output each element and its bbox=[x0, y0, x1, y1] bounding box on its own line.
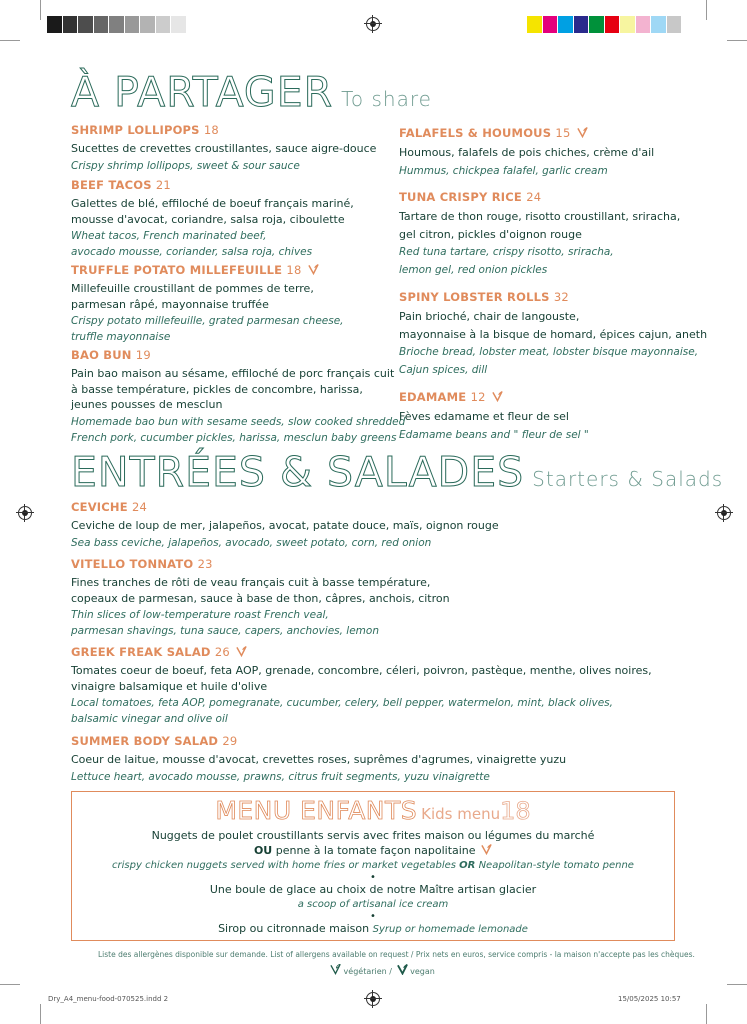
menu-item bbox=[399, 390, 589, 444]
print-swatch bbox=[125, 16, 141, 33]
fr-line: Tomates coeur de boeuf, feta AOP, grenade, concombre, céleri, poivron, pastèque, menthe, olives noires, bbox=[71, 664, 652, 677]
print-swatch bbox=[109, 16, 125, 33]
dish-description-en bbox=[71, 535, 499, 551]
kids-subtitle: Kids menu bbox=[421, 805, 501, 823]
kids-line2-en: a scoop of artisanal ice cream bbox=[297, 899, 449, 910]
crop-mark bbox=[40, 0, 41, 20]
share-subtitle: To share bbox=[341, 87, 432, 111]
kids-title: MENU ENFANTS bbox=[215, 796, 418, 825]
fr-line: Tartare de thon rouge, risotto croustillant, sriracha, bbox=[399, 210, 681, 223]
kids-or: OU bbox=[253, 844, 273, 857]
dish-name: TUNA CRISPY RICE 24 bbox=[399, 190, 542, 204]
print-swatch bbox=[667, 16, 683, 33]
registration-mark-right bbox=[717, 506, 731, 520]
dish-description-en bbox=[71, 228, 354, 260]
en-line: balsamic vinegar and olive oil bbox=[71, 713, 228, 725]
vegetarian-icon bbox=[492, 390, 503, 402]
crop-mark bbox=[706, 1004, 707, 1024]
dish-name: CEVICHE 24 bbox=[71, 500, 148, 514]
share-section-title bbox=[71, 68, 432, 116]
vegetarian-icon bbox=[330, 963, 341, 975]
dish-description-fr bbox=[71, 196, 354, 227]
en-line: Crispy shrimp lollipops, sweet & sour sauce bbox=[71, 159, 300, 172]
print-swatch bbox=[558, 16, 574, 33]
fr-line: Galettes de blé, effiloché de boeuf français mariné, bbox=[71, 197, 354, 210]
menu-item bbox=[71, 645, 652, 727]
en-line: Crispy potato millefeuille, grated parmesan cheese, bbox=[71, 315, 344, 327]
en-line: Cajun spices, dill bbox=[399, 363, 488, 376]
fr-line: à basse température, pickles de concombre, harissa, bbox=[71, 382, 363, 396]
menu-item bbox=[399, 190, 680, 279]
dish-description-fr bbox=[71, 663, 652, 694]
menu-item bbox=[71, 557, 450, 639]
fr-line: Ceviche de loup de mer, jalapeños, avocat, patate douce, maïs, oignon rouge bbox=[71, 519, 499, 532]
menu-item bbox=[71, 734, 566, 785]
print-swatch bbox=[140, 16, 156, 33]
dish-description-fr bbox=[71, 366, 405, 413]
dish-price: 12 bbox=[470, 390, 486, 404]
vegetarian-icon bbox=[577, 126, 588, 138]
menu-item bbox=[71, 123, 376, 174]
en-line: truffle mayonnaise bbox=[71, 331, 171, 343]
dish-name: BEEF TACOS 21 bbox=[71, 178, 171, 192]
print-swatch bbox=[78, 16, 94, 33]
starters-title: ENTRÉES & SALADES bbox=[71, 448, 525, 496]
registration-mark-left bbox=[18, 506, 32, 520]
en-line: Hummus, chickpea falafel, garlic cream bbox=[399, 164, 608, 177]
vegetarian-icon bbox=[236, 645, 247, 657]
dish-price: 15 bbox=[555, 126, 571, 140]
en-line: Homemade bao bun with sesame seeds, slow cooked shredded bbox=[71, 415, 406, 428]
dish-name: SHRIMP LOLLIPOPS 18 bbox=[71, 123, 219, 137]
print-swatch bbox=[171, 16, 187, 33]
dish-price: 18 bbox=[203, 123, 219, 137]
kids-line3-en: Syrup or homemade lemonade bbox=[372, 924, 528, 935]
dish-price: 26 bbox=[214, 645, 230, 659]
kids-line1-en-a: crispy chicken nuggets served with home fries or market vegetables bbox=[112, 860, 456, 871]
dish-description-en bbox=[71, 158, 376, 174]
vegan-label: vegan bbox=[410, 967, 435, 976]
menu-item bbox=[399, 290, 707, 379]
kids-en-or: OR bbox=[459, 860, 476, 871]
dish-description-en bbox=[71, 607, 450, 639]
dish-description-en bbox=[399, 163, 654, 181]
vegetarian-icon bbox=[481, 843, 492, 855]
fr-line: vinaigre balsamique et huile d'olive bbox=[71, 679, 268, 693]
menu-item bbox=[399, 126, 654, 180]
print-swatch bbox=[620, 16, 636, 33]
fr-line: Fines tranches de rôti de veau français cuit à basse température, bbox=[71, 576, 431, 589]
print-swatch bbox=[636, 16, 652, 33]
crop-mark bbox=[0, 40, 20, 41]
kids-menu-box bbox=[71, 791, 675, 941]
dish-description-en bbox=[399, 427, 589, 445]
file-slug: Dry_A4_menu-food-070525.indd 2 bbox=[48, 995, 169, 1003]
en-line: Local tomatoes, feta AOP, pomegranate, cucumber, celery, bell pepper, watermelon, mint, black olives, bbox=[71, 697, 613, 709]
kids-menu-title bbox=[72, 796, 674, 825]
kids-line1-fr: Nuggets de poulet croustillants servis avec frites maison ou légumes du marché bbox=[151, 829, 595, 842]
grayscale-swatches bbox=[47, 16, 202, 33]
crop-mark bbox=[727, 40, 747, 41]
dish-description-fr bbox=[71, 518, 499, 534]
kids-line1-en-b: Neapolitan-style tomato penne bbox=[478, 860, 634, 871]
kids-line2-fr: Une boule de glace au choix de notre Maître artisan glacier bbox=[209, 883, 537, 896]
fr-line: gel citron, pickles d'oignon rouge bbox=[399, 227, 582, 241]
dish-name: SUMMER BODY SALAD 29 bbox=[71, 734, 238, 748]
vegetarian-icon bbox=[308, 263, 319, 275]
dish-name: VITELLO TONNATO 23 bbox=[71, 557, 213, 571]
print-swatch bbox=[527, 16, 543, 33]
fr-line: Millefeuille croustillant de pommes de terre, bbox=[71, 282, 314, 295]
dish-price: 21 bbox=[155, 178, 171, 192]
dish-description-en bbox=[71, 695, 652, 727]
print-swatch bbox=[574, 16, 590, 33]
dish-price: 23 bbox=[197, 557, 213, 571]
kids-line3 bbox=[72, 921, 674, 937]
dish-price: 32 bbox=[553, 290, 569, 304]
date-slug: 15/05/2025 10:57 bbox=[618, 995, 681, 1003]
dish-price: 29 bbox=[222, 734, 238, 748]
fr-line: mousse d'avocat, coriandre, salsa roja, ciboulette bbox=[71, 212, 345, 226]
print-swatch bbox=[605, 16, 621, 33]
dish-description-fr bbox=[399, 208, 680, 243]
dish-description-fr bbox=[71, 281, 344, 312]
print-swatch bbox=[651, 16, 667, 33]
dish-name: TRUFFLE POTATO MILLEFEUILLE 18 bbox=[71, 263, 344, 277]
dish-name: GREEK FREAK SALAD 26 bbox=[71, 645, 652, 659]
dish-price: 19 bbox=[135, 348, 151, 362]
en-line: Edamame beans and " fleur de sel " bbox=[399, 428, 589, 441]
en-line: lemon gel, red onion pickles bbox=[399, 263, 548, 276]
allergen-notice: Liste des allergènes disponible sur demande. List of allergens available on request / Prix nets en euros, service compris - la maison n'accepte pas les chèques. bbox=[98, 950, 695, 959]
dish-description-en bbox=[71, 769, 566, 785]
print-swatch bbox=[156, 16, 172, 33]
fr-line: Fèves edamame et fleur de sel bbox=[399, 410, 569, 423]
dish-price: 18 bbox=[286, 263, 302, 277]
en-line: Red tuna tartare, crispy risotto, sriracha, bbox=[399, 246, 614, 258]
dish-description-fr bbox=[71, 752, 566, 768]
kids-line1-en bbox=[72, 858, 674, 873]
crop-mark bbox=[40, 1004, 41, 1024]
kids-line3-fr: Sirop ou citronnade maison bbox=[218, 922, 370, 935]
dish-price: 24 bbox=[526, 190, 542, 204]
menu-item bbox=[71, 263, 344, 345]
dish-description-en bbox=[71, 313, 344, 345]
registration-mark-bottom bbox=[366, 992, 380, 1006]
en-line: Lettuce heart, avocado mousse, prawns, citrus fruit segments, yuzu vinaigrette bbox=[71, 770, 490, 783]
fr-line: Pain bao maison au sésame, effiloché de porc français cuit bbox=[71, 367, 395, 380]
registration-mark-top bbox=[366, 17, 380, 31]
kids-line1-fr2: penne à la tomate façon napolitaine bbox=[275, 844, 476, 857]
print-swatch bbox=[187, 16, 203, 33]
print-swatch bbox=[63, 16, 79, 33]
dish-description-fr bbox=[399, 408, 589, 426]
print-swatch bbox=[94, 16, 110, 33]
dish-description-fr bbox=[71, 141, 376, 157]
fr-line: Pain brioché, chair de langouste, bbox=[399, 310, 580, 323]
fr-line: Houmous, falafels de pois chiches, crème d'ail bbox=[399, 146, 655, 159]
en-line: avocado mousse, coriander, salsa roja, chives bbox=[71, 246, 313, 258]
en-line: parmesan shavings, tuna sauce, capers, anchovies, lemon bbox=[71, 625, 379, 637]
crop-mark bbox=[727, 984, 747, 985]
menu-item bbox=[71, 500, 499, 551]
fr-line: parmesan râpé, mayonnaise truffée bbox=[71, 297, 269, 311]
crop-mark bbox=[0, 984, 20, 985]
share-title: À PARTAGER bbox=[71, 68, 334, 116]
en-line: Wheat tacos, French marinated beef, bbox=[71, 230, 267, 242]
dish-description-en bbox=[399, 244, 680, 279]
menu-item bbox=[71, 178, 354, 260]
dish-price: 24 bbox=[132, 500, 148, 514]
kids-price: 18 bbox=[500, 797, 531, 825]
en-line: Sea bass ceviche, jalapeños, avocado, sweet potato, corn, red onion bbox=[71, 536, 432, 549]
starters-subtitle: Starters & Salads bbox=[532, 467, 724, 491]
dish-description-fr bbox=[71, 575, 450, 606]
dish-description-fr bbox=[399, 308, 707, 343]
fr-line: mayonnaise à la bisque de homard, épices cajun, aneth bbox=[399, 327, 708, 341]
starters-section-title bbox=[71, 448, 723, 496]
bullet: • bbox=[370, 872, 376, 883]
en-line: Brioche bread, lobster meat, lobster bisque mayonnaise, bbox=[399, 346, 699, 358]
kids-line1-fr-b bbox=[72, 843, 674, 858]
dish-name: BAO BUN 19 bbox=[71, 348, 151, 362]
dish-name: SPINY LOBSTER ROLLS 32 bbox=[399, 290, 569, 304]
fr-line: jeunes pousses de mesclun bbox=[71, 398, 223, 411]
dish-description-en bbox=[399, 344, 707, 379]
fr-line: copeaux de parmesan, sauce à base de thon, câpres, anchois, citron bbox=[71, 591, 450, 605]
dish-name: EDAMAME 12 bbox=[399, 390, 589, 404]
dish-name: FALAFELS & HOUMOUS 15 bbox=[399, 126, 654, 140]
vegetarian-label: végétarien / bbox=[343, 967, 392, 976]
print-swatch bbox=[589, 16, 605, 33]
diet-legend bbox=[328, 963, 435, 976]
bullet: • bbox=[370, 911, 376, 922]
dish-description-fr bbox=[399, 144, 654, 162]
dish-description-en bbox=[71, 414, 405, 446]
menu-item bbox=[71, 348, 405, 446]
en-line: Thin slices of low-temperature roast French veal, bbox=[71, 609, 329, 621]
crop-mark bbox=[706, 0, 707, 20]
color-swatches bbox=[527, 16, 682, 33]
print-swatch bbox=[543, 16, 559, 33]
fr-line: Coeur de laitue, mousse d'avocat, crevettes roses, suprêmes d'agrumes, vinaigrette yuzu bbox=[71, 753, 567, 766]
en-line: French pork, cucumber pickles, harissa, mesclun baby greens bbox=[71, 431, 397, 444]
print-swatch bbox=[47, 16, 63, 33]
vegan-icon bbox=[397, 963, 408, 975]
fr-line: Sucettes de crevettes croustillantes, sauce aigre-douce bbox=[71, 142, 377, 155]
